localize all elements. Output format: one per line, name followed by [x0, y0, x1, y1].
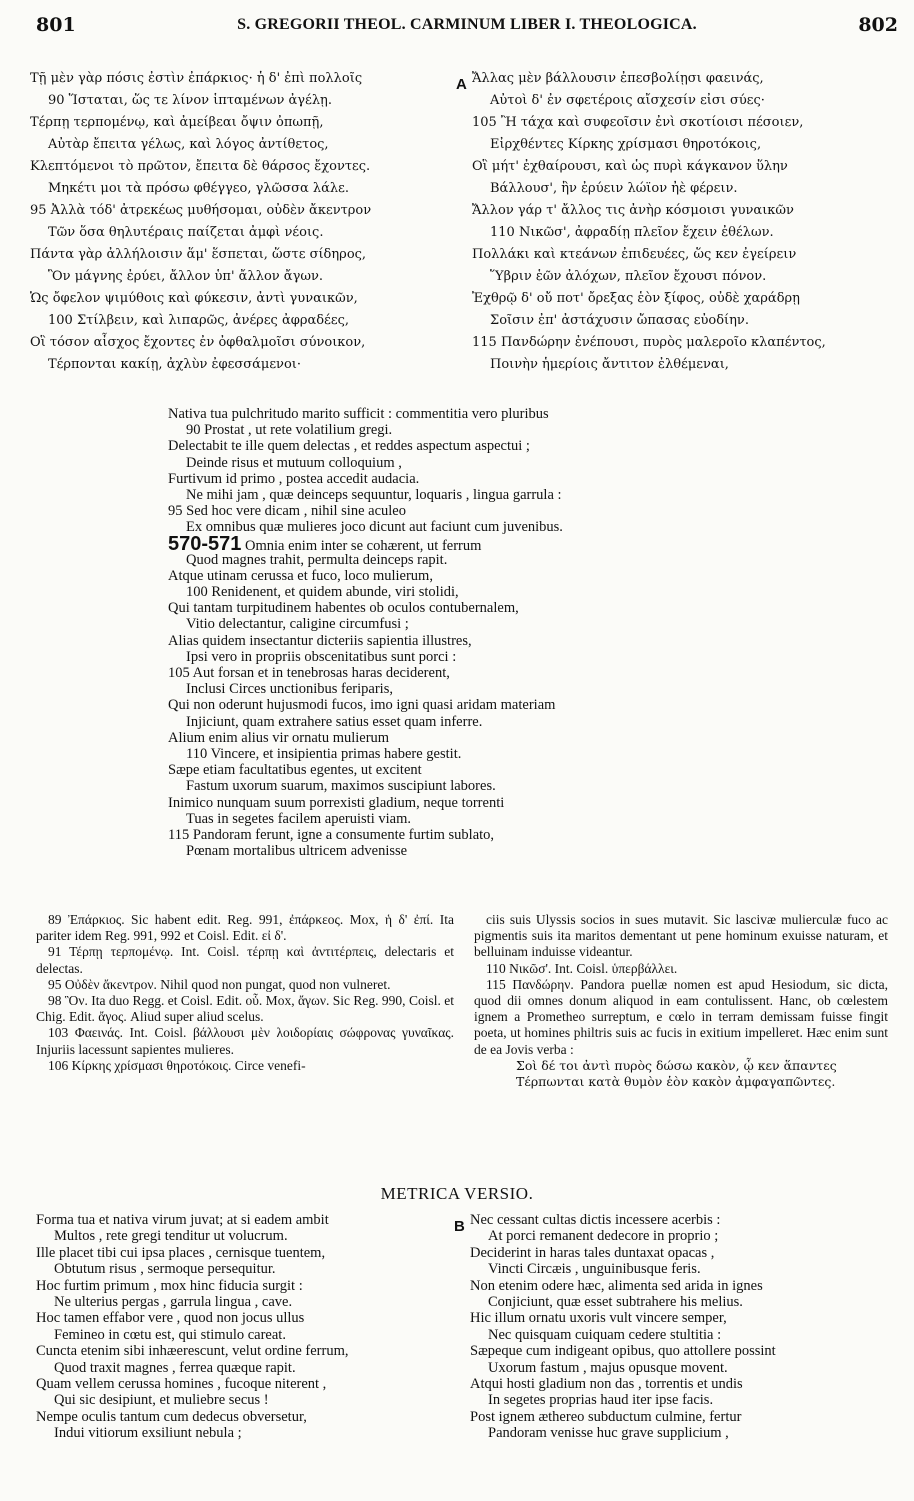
- latin-verse-line: [168, 681, 708, 697]
- latin-verse-line-text: Fastum uxorum suarum, maximos suscipiunt labores.: [186, 778, 496, 795]
- metrica-verse-line: [470, 1310, 900, 1326]
- metrica-verse-line: [470, 1228, 900, 1244]
- greek-verse-line: [30, 90, 460, 112]
- greek-verse-line: [30, 310, 460, 332]
- greek-text-right-column: [472, 68, 902, 376]
- latin-verse-line-text: Nativa tua pulchritudo marito sufficit : commentitia vero pluribus: [168, 406, 549, 422]
- latin-verse-line-text: Qui non oderunt hujusmodi fucos, imo igni quasi aridam materiam: [168, 697, 556, 714]
- latin-verse-line-text: Quod magnes trahit, permulta deinceps rapit.: [186, 551, 448, 568]
- greek-verse-line: [30, 68, 460, 90]
- latin-verse-line: [168, 714, 708, 730]
- latin-verse-line-text: Qui tantam turpitudinem habentes ob oculos contubernalem,: [168, 600, 519, 617]
- footnotes-right-column: [474, 912, 888, 1090]
- greek-verse-line-text: Εἰρχθέντες Κίρκης χρίσμασι θηροτόκοις,: [490, 137, 762, 152]
- greek-verse-line: [472, 112, 902, 134]
- greek-verse-line-text: Ὡς ὄφελον ψιμύθοις καὶ φύκεσιν, ἀντὶ γυναικῶν,: [30, 291, 358, 306]
- metrica-verse-line-text: Quam vellem cerussa homines , fucoque niterent ,: [36, 1375, 327, 1392]
- latin-verse-line-text: 90 Prostat , ut rete volatilium gregi.: [186, 422, 393, 439]
- running-header: [36, 6, 898, 46]
- latin-verse-line: [168, 827, 708, 843]
- metrica-verse-line-text: Hic illum ornatu uxoris vult vincere semper,: [470, 1310, 727, 1327]
- metrica-verse-line: [470, 1278, 900, 1294]
- greek-verse-line: [472, 332, 902, 354]
- column-number-marker: 570-571: [168, 532, 242, 555]
- greek-verse-line: [30, 112, 460, 134]
- greek-verse-line-text: Οἳ τόσον αἶσχος ἔχοντες ἐν ὀφθαλμοῖσι σύνοικον,: [30, 335, 366, 350]
- metrica-verse-line-text: Quod traxit magnes , ferrea quæque rapit.: [54, 1359, 296, 1376]
- latin-verse-line: [168, 503, 708, 519]
- latin-verse-line-text: Inimico nunquam suum porrexisti gladium, neque torrenti: [168, 794, 505, 811]
- greek-verse-line: [472, 68, 902, 90]
- latin-verse-line-text: Injiciunt, quam extrahere satius esset quam inferre.: [186, 713, 483, 730]
- greek-verse-line-text: Κλεπτόμενοι τὸ πρῶτον, ἔπειτα δὲ θάρσος ἔχοντες.: [30, 159, 371, 174]
- latin-verse-line-text: Delectabit te ille quem delectas , et reddes aspectum aspectui ;: [168, 438, 530, 455]
- footnote: 89 Ἐπάρκιος. Sic habent edit. Reg. 991, ἐπάρκεος. Mox, ἡ δ' ἐπί. Ita pariter idem Reg. 991, 992 et Coisl. Edit. εἰ δ'.: [36, 912, 454, 944]
- metrica-verse-line-text: Qui sic desipiunt, et muliebre secus !: [54, 1392, 269, 1409]
- latin-verse-line: [168, 746, 708, 762]
- metrica-right-column: [470, 1212, 900, 1441]
- running-title: S. GREGORII THEOL. CARMINUM LIBER I. THEOLOGICA.: [237, 16, 697, 33]
- metrica-verse-line-text: Femineo in cœtu est, qui stimulo careat.: [54, 1326, 286, 1343]
- metrica-verse-line: [36, 1392, 456, 1408]
- greek-verse-line: [472, 200, 902, 222]
- metrica-verse-line: [36, 1212, 456, 1228]
- footnote: 103 Φαεινάς. Int. Coisl. βάλλουσι μὲν λοιδορίαις σώφρονας γυναῖκας. Injuriis lacessunt sapientes mulieres.: [36, 1025, 454, 1057]
- latin-verse-line-text: Alias quidem insectantur dicteriis sapientia illustres,: [168, 632, 472, 649]
- latin-verse-line: [168, 811, 708, 827]
- latin-verse-line: [168, 584, 708, 600]
- latin-verse-line: [168, 730, 708, 746]
- metrica-verse-line: [470, 1376, 900, 1392]
- latin-verse-line: [168, 552, 708, 568]
- greek-verse-line-text: 95 Ἀλλὰ τόδ' ἀτρεκέως μυθήσομαι, οὐδὲν ἄκεντρον: [30, 203, 372, 218]
- metrica-verse-line: [36, 1425, 456, 1441]
- metrica-verse-line-text: Forma tua et nativa virum juvat; at si eadem ambit: [36, 1212, 329, 1228]
- greek-verse-line: [30, 266, 460, 288]
- greek-verse-line: [30, 244, 460, 266]
- metrica-verse-line-text: Sæpeque cum indigeant opibus, quo attollere possint: [470, 1343, 776, 1360]
- metrica-verse-line: [470, 1245, 900, 1261]
- latin-verse-line: [168, 519, 708, 535]
- margin-mark-a: A: [456, 76, 467, 93]
- greek-verse-line: [30, 134, 460, 156]
- metrica-verse-line: [36, 1360, 456, 1376]
- metrica-verse-line-text: Conjiciunt, quæ esset subtrahere his melius.: [488, 1293, 743, 1310]
- latin-verse-line-text: Pœnam mortalibus ultricem advenisse: [186, 843, 408, 860]
- greek-verse-line: [472, 244, 902, 266]
- metrica-verse-line: [36, 1278, 456, 1294]
- hesiod-quote-line: Τέρπωνται κατὰ θυμὸν ἑὸν κακὸν ἀμφαγαπῶντες.: [516, 1074, 836, 1090]
- greek-verse-line: [30, 200, 460, 222]
- latin-verse-line-text: Ne mihi jam , quæ deinceps sequuntur, loquaris , lingua garrula :: [186, 486, 562, 503]
- metrica-verse-line: [36, 1376, 456, 1392]
- metrica-left-column: [36, 1212, 456, 1441]
- latin-verse-line: [168, 762, 708, 778]
- latin-verse-line: [168, 568, 708, 584]
- latin-verse-line: [168, 455, 708, 471]
- greek-verse-line: [30, 156, 460, 178]
- metrica-verse-line: [36, 1409, 456, 1425]
- greek-verse-line: [472, 266, 902, 288]
- metrica-verse-line: [470, 1409, 900, 1425]
- greek-verse-line-text: Ἐχθρῷ δ' οὔ ποτ' ὄρεξας ἑὸν ξίφος, οὐδὲ χαράδρῃ: [472, 291, 800, 306]
- footnote: 95 Οὐδὲν ἄκεντρον. Nihil quod non pungat, quod non vulneret.: [48, 976, 391, 992]
- greek-verse-line-text: Ὕβριν ἑῶν ἀλόχων, πλεῖον ἔχουσι πόνον.: [490, 269, 767, 284]
- metrica-verse-line-text: Uxorum fastum , majus opusque movent.: [488, 1359, 728, 1376]
- metrica-verse-line-text: Vincti Circæis , unguinibusque feris.: [488, 1261, 701, 1278]
- metrica-verse-line: [470, 1261, 900, 1277]
- latin-verse-line-text: Vitio delectantur, caligine circumfusi ;: [186, 616, 409, 633]
- metrica-verse-line-text: Ne ulterius pergas , garrula lingua , cave.: [54, 1293, 293, 1310]
- latin-verse-line-text: Sæpe etiam facultatibus egentes, ut excitent: [168, 762, 422, 779]
- metrica-verse-line: [470, 1327, 900, 1343]
- metrica-verse-line: [36, 1310, 456, 1326]
- latin-verse-line-text: Furtivum id primo , postea accedit audacia.: [168, 470, 420, 487]
- hesiod-quote-line: Σοὶ δέ τοι ἀντὶ πυρὸς δώσω κακὸν, ᾧ κεν ἅπαντες: [516, 1057, 837, 1073]
- metrica-verse-line: [36, 1343, 456, 1359]
- footnote: 106 Κίρκης χρίσμασι θηροτόκοις. Circe venefi-: [48, 1057, 306, 1073]
- greek-verse-line-text: Αὐτοὶ δ' ἐν σφετέροις αἴσχεσίν εἰσι σύες·: [490, 93, 765, 108]
- greek-verse-line-text: Μηκέτι μοι τὰ πρόσω φθέγγεο, γλῶσσα λάλε.: [48, 181, 350, 196]
- metrica-verse-line-text: Non etenim odere hæc, alimenta sed arida in ignes: [470, 1277, 763, 1294]
- metrica-verse-line-text: Indui vitiorum exsiliunt nebula ;: [54, 1425, 242, 1442]
- greek-verse-line: [472, 288, 902, 310]
- greek-verse-line-text: Τέρπονται κακίῃ, ἀχλὺν ἐφεσσάμενοι·: [48, 357, 302, 372]
- latin-verse-line-text: Omnia enim inter se cohærent, ut ferrum: [241, 537, 482, 554]
- greek-verse-line-text: Ὃν μάγνης ἐρύει, ἄλλον ὑπ' ἄλλον ἄγων.: [48, 269, 323, 284]
- latin-verse-line: [168, 471, 708, 487]
- latin-verse-line-text: Tuas in segetes facilem aperuisti viam.: [186, 810, 411, 827]
- greek-verse-line: [472, 354, 902, 376]
- greek-text-left-column: [30, 68, 460, 376]
- metrica-verse-line-text: Multos , rete gregi tenditur ut volucrum.: [54, 1228, 288, 1245]
- greek-verse-line-text: Πολλάκι καὶ κτεάνων ἐπιδευέες, ὥς κεν ἐγείρειν: [472, 247, 797, 262]
- metrica-verse-line: [470, 1343, 900, 1359]
- metrica-verse-line: [36, 1294, 456, 1310]
- latin-verse-line: [168, 600, 708, 616]
- margin-mark-b: B: [454, 1218, 465, 1235]
- footnotes-left-column: [36, 912, 454, 1074]
- latin-verse-line-text: Ipsi vero in propriis obscenitatibus sunt porci :: [186, 648, 457, 665]
- latin-verse-line-text: Ex omnibus quæ mulieres joco dicunt aut faciunt cum juvenibus.: [186, 519, 563, 536]
- greek-verse-line-text: Τῇ μὲν γὰρ πόσις ἐστὶν ἐπάρκιος· ἡ δ' ἐπὶ πολλοῖς: [30, 71, 363, 86]
- latin-verse-line: [168, 649, 708, 665]
- greek-verse-line-text: 90 Ἵσταται, ὥς τε λίνον ἱπταμένων ἀγέλῃ.: [48, 93, 332, 108]
- latin-verse-line: [168, 532, 708, 555]
- greek-verse-line-text: 110 Νικῶσ', ἀφραδίῃ πλεῖον ἔχειν ἐθέλων.: [490, 225, 774, 240]
- latin-verse-line: [168, 616, 708, 632]
- greek-verse-line: [30, 332, 460, 354]
- latin-verse-line: [168, 697, 708, 713]
- latin-verse-line-text: 110 Vincere, et insipientia primas habere gestit.: [186, 745, 462, 762]
- footnote: ciis suis Ulyssis socios in sues mutavit. Sic lascivæ mulierculæ fuco ac pigmentis suis ita maritos dementant ut pene hominum exuisse naturam, et belluinam induisse videantur.: [474, 912, 888, 960]
- latin-verse-line: [168, 633, 708, 649]
- latin-verse-line-text: Alium enim alius vir ornatu mulierum: [168, 729, 390, 746]
- latin-verse-line-text: Inclusi Circes unctionibus feriparis,: [186, 681, 393, 698]
- greek-verse-line: [472, 134, 902, 156]
- metrica-versio-heading: METRICA VERSIO.: [380, 1184, 534, 1203]
- greek-verse-line-text: 105 Ἢ τάχα καὶ συφεοῖσιν ἐνὶ σκοτίοισι πέσοιεν,: [472, 115, 804, 130]
- metrica-verse-line-text: Deciderint in haras tales duntaxat opacas ,: [470, 1244, 715, 1261]
- metrica-verse-line-text: Cuncta etenim sibi inhæerescunt, velut ordine ferrum,: [36, 1343, 349, 1360]
- greek-verse-line-text: Ἄλλον γάρ τ' ἄλλος τις ἀνὴρ κόσμοισι γυναικῶν: [472, 203, 794, 218]
- latin-verse-line-text: Deinde risus et mutuum colloquium ,: [186, 454, 402, 471]
- metrica-verse-line: [36, 1228, 456, 1244]
- page-number-right: 802: [858, 14, 898, 36]
- metrica-verse-line: [470, 1294, 900, 1310]
- metrica-verse-line-text: Nempe oculis tantum cum dedecus obversetur,: [36, 1408, 307, 1425]
- latin-translation: [168, 406, 708, 859]
- greek-verse-line: [472, 178, 902, 200]
- latin-verse-line: [168, 795, 708, 811]
- greek-verse-line: [30, 222, 460, 244]
- latin-verse-line: [168, 422, 708, 438]
- footnote: 91 Τέρπῃ τερπομένῳ. Int. Coisl. τέρπῃ καὶ ἀντιτέρπεις, delectaris et delectas.: [36, 944, 454, 976]
- greek-verse-line-text: Τῶν ὅσα θηλυτέραις παίζεται ἀμφὶ νέοις.: [48, 225, 324, 240]
- greek-verse-line-text: 115 Πανδώρην ἐνέπουσι, πυρὸς μαλεροῖο κλαπέντος,: [472, 335, 826, 350]
- greek-verse-line-text: Σοῖσιν ἐπ' ἀστάχυσιν ὤπασας εὐοδίην.: [490, 313, 749, 328]
- greek-verse-line: [30, 354, 460, 376]
- metrica-verse-line-text: Pandoram venisse huc grave supplicium ,: [488, 1425, 729, 1442]
- metrica-verse-line: [36, 1261, 456, 1277]
- greek-verse-line: [472, 310, 902, 332]
- greek-verse-line: [30, 178, 460, 200]
- latin-verse-line-text: 95 Sed hoc vere dicam , nihil sine aculeo: [168, 503, 406, 520]
- greek-verse-line: [472, 90, 902, 112]
- greek-verse-line-text: Οἳ μήτ' ἐχθαίρουσι, καὶ ὡς πυρὶ κάγκανον ὕλην: [472, 159, 788, 174]
- metrica-verse-line-text: Hoc tamen effabor vere , quod non jocus ullus: [36, 1310, 305, 1327]
- metrica-verse-line-text: Obtutum risus , sermoque persequitur.: [54, 1261, 276, 1278]
- metrica-verse-line-text: Nec quisquam cuiquam cedere stultitia :: [488, 1326, 722, 1343]
- latin-verse-line: [168, 487, 708, 503]
- greek-verse-line-text: Τέρπῃ τερπομένῳ, καὶ ἀμείβεαι ὄψιν ὀπωπῇ,: [30, 115, 324, 130]
- metrica-verse-line: [470, 1360, 900, 1376]
- page-number-left: 801: [36, 14, 76, 36]
- metrica-verse-line: [470, 1392, 900, 1408]
- metrica-verse-line-text: Post ignem æthereo subductum culmine, fertur: [470, 1408, 742, 1425]
- latin-verse-line: [168, 778, 708, 794]
- metrica-verse-line-text: In segetes proprias haud iter ipse facis.: [488, 1392, 714, 1409]
- latin-verse-line: [168, 438, 708, 454]
- metrica-verse-line: [36, 1245, 456, 1261]
- latin-verse-line-text: 115 Pandoram ferunt, igne a consumente furtim sublato,: [168, 826, 495, 843]
- greek-verse-line-text: Ποινὴν ἡμερίοις ἄντιτον ἐλθέμεναι,: [490, 357, 729, 372]
- greek-verse-line-text: Βάλλουσ', ἣν ἐρύειν λώϊον ἠὲ φέρειν.: [490, 181, 738, 196]
- latin-verse-line: [168, 406, 708, 422]
- greek-verse-line: [30, 288, 460, 310]
- latin-verse-line-text: 100 Renidenent, et quidem abunde, viri stolidi,: [186, 584, 459, 601]
- metrica-verse-line-text: Hoc furtim primum , mox hinc fiducia surgit :: [36, 1277, 303, 1294]
- greek-verse-line-text: Αὐτὰρ ἔπειτα γέλως, καὶ λόγος ἀντίθετος,: [48, 137, 329, 152]
- metrica-verse-line-text: Atqui hosti gladium non das , torrentis et undis: [470, 1375, 743, 1392]
- footnote: 98 Ὃν. Ita duo Regg. et Coisl. Edit. οὗ. Mox, ἄγων. Sic Reg. 990, Coisl. et Chig. Edit. ἄγος. Aliud super aliud scelus.: [36, 993, 454, 1025]
- greek-verse-line-text: Ἄλλας μὲν βάλλουσιν ἐπεσβολίῃσι φαεινάς,: [472, 71, 764, 86]
- latin-verse-line-text: 105 Aut forsan et in tenebrosas haras deciderent,: [168, 665, 450, 681]
- footnote: 115 Πανδώρην. Pandora puellæ nomen est apud Hesiodum, sic dicta, quod dii omnes donum aliquod in eam contulissent. Hanc, ob cœlestem ignem a Prometheo surreptum, e cœlo in terram demissam fuisse fingit poeta, ut homines philtris suis ac fucis in exitium impelleret. Hæc enim sunt de ea Jovis verba :: [474, 976, 888, 1057]
- metrica-verse-line-text: At porci remanent dedecore in proprio ;: [488, 1228, 719, 1245]
- latin-verse-line: [168, 665, 708, 681]
- metrica-verse-line: [470, 1425, 900, 1441]
- greek-verse-line: [472, 222, 902, 244]
- metrica-verse-line: [470, 1212, 900, 1228]
- greek-verse-line-text: Πάντα γὰρ ἀλλήλοισιν ἅμ' ἕσπεται, ὥστε σίδηρος,: [30, 247, 367, 262]
- greek-verse-line: [472, 156, 902, 178]
- greek-verse-line-text: 100 Στίλβειν, καὶ λιπαρῶς, ἀνέρες ἀφραδέες,: [48, 313, 349, 328]
- metrica-verse-line: [36, 1327, 456, 1343]
- footnote: 110 Νικῶσ'. Int. Coisl. ὑπερβάλλει.: [486, 960, 678, 976]
- latin-verse-line-text: Atque utinam cerussa et fuco, loco mulierum,: [168, 567, 433, 584]
- latin-verse-line: [168, 843, 708, 859]
- metrica-verse-line-text: Ille placet tibi cui ipsa places , cernisque tuentem,: [36, 1244, 326, 1261]
- metrica-verse-line-text: Nec cessant cultas dictis incessere acerbis :: [470, 1212, 721, 1228]
